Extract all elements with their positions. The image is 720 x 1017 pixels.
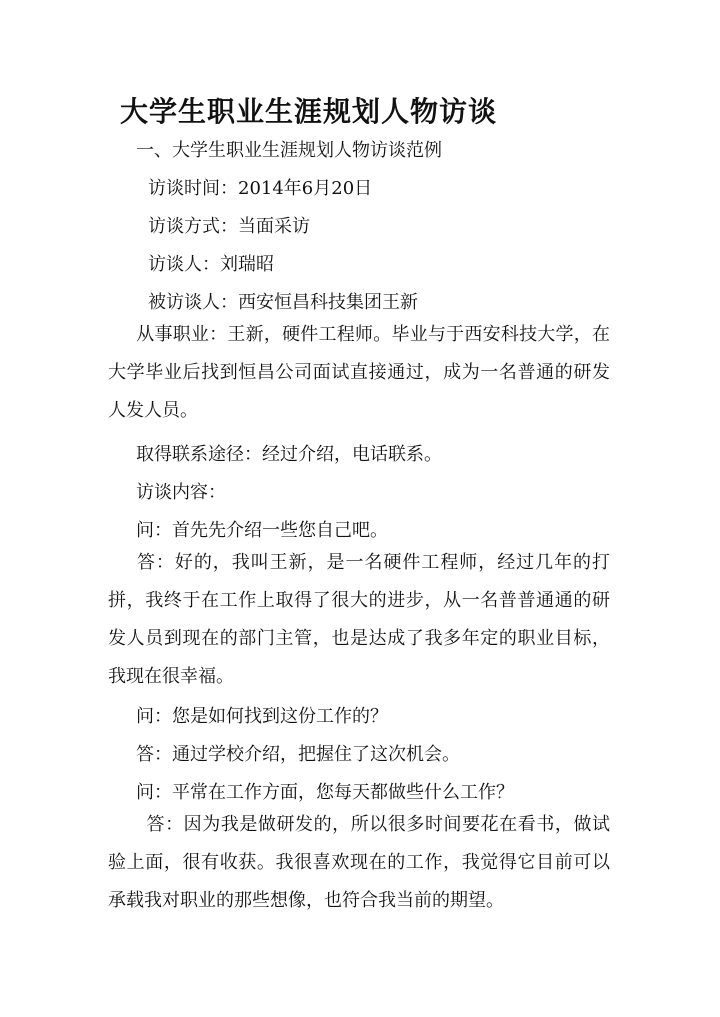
question-1: 问：首先先介绍一些您自己吧。 bbox=[136, 520, 388, 541]
question-3: 问：平常在工作方面，您每天都做些什么工作？ bbox=[136, 782, 514, 803]
interview-time: 访谈时间：2014年6月20日 bbox=[148, 178, 373, 199]
interview-method: 访谈方式：当面采访 bbox=[148, 216, 310, 237]
occupation-paragraph bbox=[108, 316, 610, 430]
answer-3: 答：因为我是做研发的，所以很多时间要花在看书，做试验上面，很有收获。我很喜欢现在的工作，我觉得它目前可以承载我对职业的那些想像，也符合我当前的期望。 bbox=[108, 814, 610, 911]
interviewer: 访谈人：刘瑞昭 bbox=[148, 254, 274, 275]
answer-1-paragraph bbox=[108, 544, 610, 696]
answer-1: 答：好的，我叫王新，是一名硬件工程师，经过几年的打拼，我终于在工作上取得了很大的进步，从一名普普通通的研发人员到现在的部门主管，也是达成了我多年定的职业目标，我现在很幸福。 bbox=[108, 552, 610, 687]
content-label: 访谈内容： bbox=[136, 482, 226, 503]
document-title: 大学生职业生涯规划人物访谈 bbox=[120, 95, 498, 128]
section-heading: 一、大学生职业生涯规划人物访谈范例 bbox=[136, 140, 442, 161]
occupation-text: 从事职业：王新，硬件工程师。毕业与于西安科技大学，在大学毕业后找到恒昌公司面试直接通过，成为一名普通的研发人发人员。 bbox=[108, 324, 610, 421]
answer-2: 答：通过学校介绍，把握住了这次机会。 bbox=[136, 744, 460, 765]
question-2: 问：您是如何找到这份工作的？ bbox=[136, 706, 388, 727]
interviewee: 被访谈人：西安恒昌科技集团王新 bbox=[148, 292, 418, 313]
answer-3-paragraph bbox=[108, 806, 610, 920]
contact-method: 取得联系途径：经过介绍，电话联系。 bbox=[136, 444, 442, 465]
